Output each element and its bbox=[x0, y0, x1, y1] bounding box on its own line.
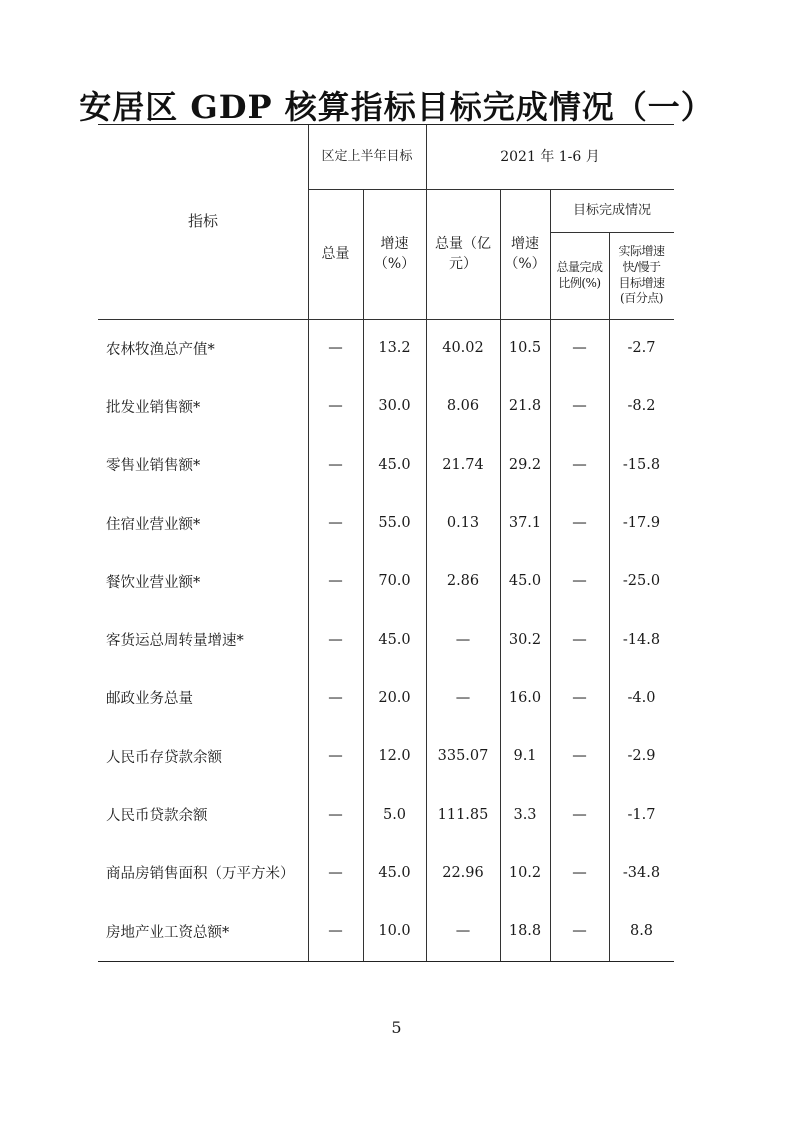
header-indicator: 指标 bbox=[187, 212, 218, 231]
table-cell-target-total: — bbox=[328, 631, 343, 648]
table-cell-actual-growth: 3.3 bbox=[513, 806, 537, 823]
table-cell-target-total: — bbox=[328, 515, 343, 532]
table-cell-actual-total: — bbox=[455, 923, 471, 940]
header-target-growth-line2: （%） bbox=[373, 256, 416, 272]
table-cell-actual-growth: 37.1 bbox=[508, 515, 542, 532]
table-cell-actual-growth: 9.1 bbox=[513, 748, 537, 765]
table-row-name: 房地产业工资总额* bbox=[106, 924, 230, 941]
table-cell-actual-growth: 10.5 bbox=[508, 340, 542, 357]
table-row-name: 住宿业营业额* bbox=[106, 516, 201, 533]
header-completion-diff-line2: 快/慢于 bbox=[622, 259, 661, 274]
table-cell-diff: 8.8 bbox=[629, 923, 654, 940]
table-cell-actual-growth: 18.8 bbox=[508, 923, 542, 940]
header-completion-ratio-line1: 总量完成 bbox=[556, 259, 603, 274]
header-target-total: 总量 bbox=[321, 245, 350, 262]
header-completion-ratio bbox=[550, 232, 609, 319]
table-cell-target-total: — bbox=[328, 864, 343, 881]
header-actual-growth-line1: 增速 bbox=[511, 235, 539, 252]
table-row-name: 农林牧渔总产值* bbox=[106, 341, 215, 358]
table-cell-target-growth: 30.0 bbox=[378, 398, 411, 415]
table-cell-target-growth: 5.0 bbox=[382, 806, 407, 823]
table-cell-ratio: — bbox=[572, 631, 587, 648]
table-cell-diff: -34.8 bbox=[622, 864, 661, 881]
table-cell-actual-total: 2.86 bbox=[446, 573, 480, 590]
table-cell-actual-total: 22.96 bbox=[442, 864, 484, 881]
table-cell-ratio: — bbox=[572, 515, 587, 532]
header-target-growth-line1: 增速 bbox=[380, 235, 409, 252]
table-cell-diff: -14.8 bbox=[622, 631, 661, 648]
table-row-name: 批发业销售额* bbox=[106, 399, 201, 416]
table-cell-target-total: — bbox=[328, 806, 343, 823]
header-completion-ratio-line2: 比例(%) bbox=[558, 275, 601, 290]
table-cell-ratio: — bbox=[572, 573, 587, 590]
header-actual-total-line2: 元） bbox=[449, 256, 477, 272]
header-actual-growth-line2: （%） bbox=[504, 256, 546, 272]
header-completion-diff-line3: 目标增速 bbox=[618, 275, 665, 290]
table-cell-target-growth: 45.0 bbox=[378, 631, 411, 648]
table-row-name: 餐饮业营业额* bbox=[106, 574, 201, 591]
table-cell-actual-total: — bbox=[455, 631, 471, 648]
table-cell-target-total: — bbox=[328, 398, 343, 415]
table-cell-ratio: — bbox=[572, 864, 587, 881]
table-cell-target-total: — bbox=[328, 573, 343, 590]
table-cell-target-total: — bbox=[328, 923, 343, 940]
table-cell-actual-growth: 30.2 bbox=[508, 631, 542, 648]
table-cell-actual-growth: 16.0 bbox=[508, 689, 542, 706]
table-cell-actual-growth: 29.2 bbox=[508, 456, 542, 473]
header-completion-group: 目标完成情况 bbox=[572, 202, 651, 218]
table-cell-diff: -2.9 bbox=[627, 748, 656, 765]
table-cell-actual-total: 40.02 bbox=[442, 340, 484, 357]
table-cell-target-growth: 55.0 bbox=[378, 515, 411, 532]
page-title: 安居区 GDP 核算指标目标完成情况（一） bbox=[79, 88, 714, 126]
table-cell-ratio: — bbox=[572, 689, 587, 706]
table-cell-target-total: — bbox=[328, 456, 343, 473]
table-cell-diff: -1.7 bbox=[627, 806, 656, 823]
table-cell-ratio: — bbox=[572, 748, 587, 765]
table-cell-target-total: — bbox=[328, 748, 343, 765]
table-cell-ratio: — bbox=[572, 923, 587, 940]
table-cell-target-growth: 70.0 bbox=[378, 573, 411, 590]
header-actual-growth bbox=[500, 189, 550, 319]
table-cell-target-growth: 20.0 bbox=[378, 689, 411, 706]
table-cell-ratio: — bbox=[572, 398, 587, 415]
table-cell-target-growth: 45.0 bbox=[378, 456, 411, 473]
table-row-name: 商品房销售面积（万平方米） bbox=[106, 866, 295, 883]
header-target-growth bbox=[363, 189, 426, 319]
header-target-group: 区定上半年目标 bbox=[321, 149, 413, 165]
table-row-name: 零售业销售额* bbox=[106, 458, 201, 475]
table-cell-actual-total: 335.07 bbox=[437, 748, 489, 765]
table-cell-actual-total: 0.13 bbox=[446, 515, 480, 532]
table-cell-ratio: — bbox=[572, 340, 587, 357]
table-cell-actual-total: — bbox=[455, 689, 471, 706]
table-cell-diff: -2.7 bbox=[627, 340, 656, 357]
table-cell-actual-total: 21.74 bbox=[442, 456, 484, 473]
table-row-name: 人民币贷款余额 bbox=[106, 808, 208, 825]
table-row-name: 邮政业务总量 bbox=[106, 691, 193, 708]
table-cell-ratio: — bbox=[572, 806, 587, 823]
table-cell-target-total: — bbox=[328, 340, 343, 357]
table-cell-target-growth: 10.0 bbox=[378, 923, 411, 940]
table-cell-actual-growth: 10.2 bbox=[508, 864, 542, 881]
table-cell-diff: -4.0 bbox=[627, 689, 656, 706]
table-cell-diff: -8.2 bbox=[627, 398, 656, 415]
header-actual-group: 2021 年 1-6 月 bbox=[500, 148, 600, 165]
table-cell-target-total: — bbox=[328, 689, 343, 706]
header-actual-total-line1: 总量（亿 bbox=[435, 235, 491, 252]
table-row-name: 客货运总周转量增速* bbox=[106, 633, 244, 650]
table-cell-ratio: — bbox=[572, 456, 587, 473]
table-cell-actual-total: 111.85 bbox=[437, 806, 489, 823]
table-cell-diff: -25.0 bbox=[622, 573, 661, 590]
gdp-target-table bbox=[98, 124, 674, 962]
table-cell-target-growth: 12.0 bbox=[378, 748, 411, 765]
table-cell-actual-growth: 21.8 bbox=[508, 398, 542, 415]
table-cell-actual-total: 8.06 bbox=[446, 398, 480, 415]
header-actual-total bbox=[426, 189, 500, 319]
page-number: 5 bbox=[391, 1018, 402, 1037]
header-completion-diff bbox=[609, 232, 674, 319]
table-cell-diff: -15.8 bbox=[622, 456, 661, 473]
table-cell-actual-growth: 45.0 bbox=[508, 573, 542, 590]
table-row-name: 人民币存贷款余额 bbox=[106, 749, 222, 766]
table-cell-diff: -17.9 bbox=[622, 515, 661, 532]
table-cell-target-growth: 13.2 bbox=[378, 340, 411, 357]
header-completion-diff-line4: (百分点) bbox=[620, 291, 663, 306]
table-cell-target-growth: 45.0 bbox=[378, 864, 411, 881]
header-completion-diff-line1: 实际增速 bbox=[618, 244, 665, 259]
